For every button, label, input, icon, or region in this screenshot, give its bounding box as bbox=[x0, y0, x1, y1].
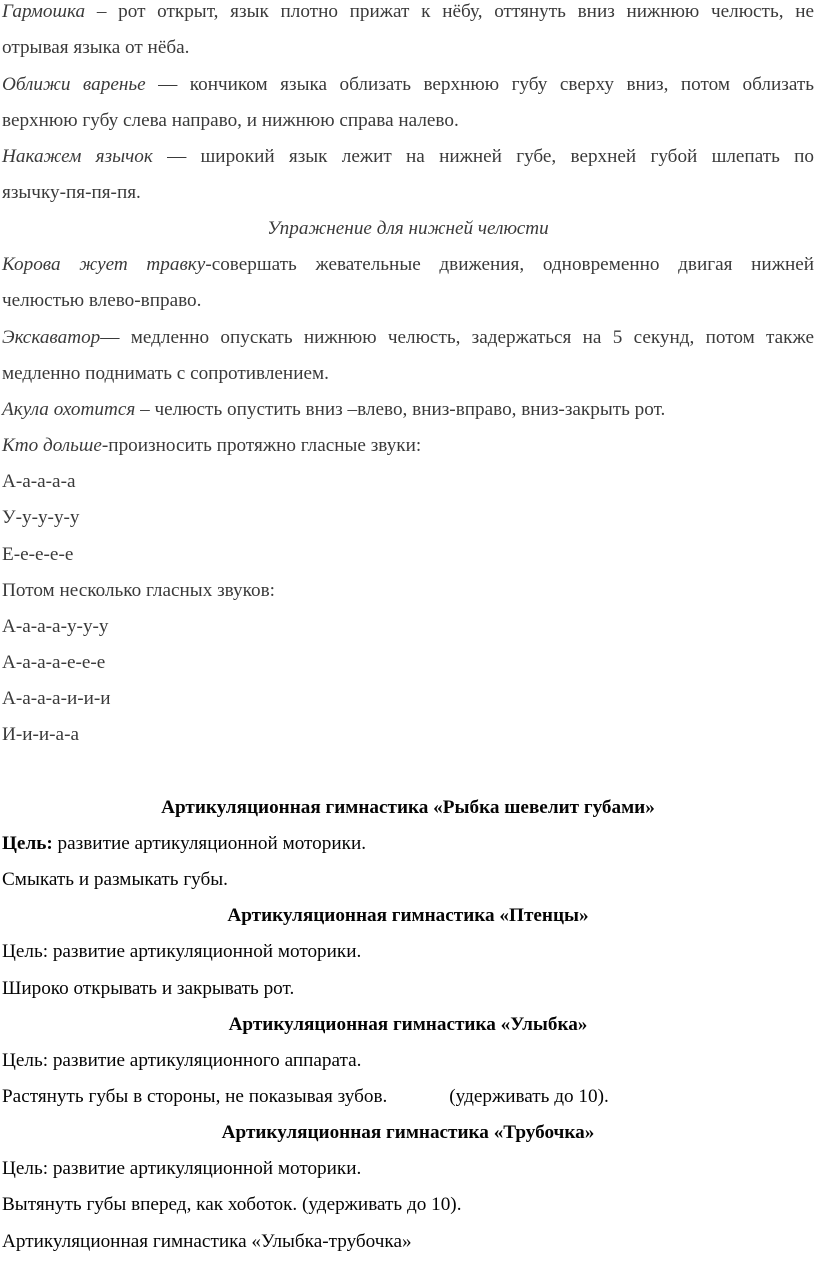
smile-instruction-text: Растянуть губы в стороны, не показывая зубов. bbox=[2, 1086, 388, 1107]
fish-heading bbox=[2, 796, 814, 820]
exercise-korova-line2: челюстью влево-вправо. bbox=[2, 290, 202, 311]
lower-jaw-heading bbox=[2, 217, 814, 241]
exercise-nakazhem-line1 bbox=[2, 145, 814, 169]
tube-heading bbox=[2, 1121, 814, 1145]
goal-label: Цель: bbox=[2, 833, 53, 854]
goal-text: развитие артикуляционной моторики. bbox=[52, 833, 367, 854]
vowel-line: И-и-и-а-а bbox=[2, 724, 79, 745]
smile-tube-heading: Артикуляционная гимнастика «Улыбка-трубочка» bbox=[2, 1231, 412, 1252]
vowel-line: Е-е-е-е-е bbox=[2, 544, 74, 565]
exercise-varenye-line1 bbox=[2, 73, 814, 97]
fish-goal bbox=[2, 832, 814, 856]
exercise-text: – челюсть опустить вниз –влево, вниз-вправо, вниз-закрыть рот. bbox=[135, 399, 666, 420]
exercise-text: — медленно опускать нижнюю челюсть, задержаться на 5 секунд, потом также bbox=[100, 327, 814, 348]
exercise-text: – рот открыт, язык плотно прижат к нёбу, оттянуть вниз нижнюю челюсть, не bbox=[85, 1, 814, 22]
chicks-goal: Цель: развитие артикуляционной моторики. bbox=[2, 941, 362, 962]
vowel-line: А-а-а-а-е-е-е bbox=[2, 652, 106, 673]
chicks-heading bbox=[2, 904, 814, 928]
exercise-text: — широкий язык лежит на нижней губе, верхней губой шлепать по bbox=[152, 146, 814, 167]
fish-heading-text: Артикуляционная гимнастика «Рыбка шевелит губами» bbox=[161, 797, 655, 818]
chicks-instruction: Широко открывать и закрывать рот. bbox=[2, 978, 295, 999]
exercise-title: Акула охотится bbox=[2, 399, 136, 420]
tube-heading-text: Артикуляционная гимнастика «Трубочка» bbox=[221, 1122, 595, 1143]
vowel-line: У-у-у-у-у bbox=[2, 507, 80, 528]
exercise-title: Оближи варенье bbox=[2, 74, 146, 95]
fish-instruction: Смыкать и размыкать губы. bbox=[2, 869, 228, 890]
exercise-title: Экскаватор bbox=[2, 327, 101, 348]
exercise-garmoshka-line1 bbox=[2, 0, 814, 24]
exercise-ekskavator-line1 bbox=[2, 326, 814, 350]
smile-heading-text: Артикуляционная гимнастика «Улыбка» bbox=[228, 1014, 588, 1035]
exercise-varenye-line2: верхнюю губу слева направо, и нижнюю справа налево. bbox=[2, 110, 459, 131]
smile-hold-text: (удерживать до 10). bbox=[449, 1086, 609, 1107]
exercise-akula bbox=[2, 398, 814, 422]
chicks-heading-text: Артикуляционная гимнастика «Птенцы» bbox=[227, 905, 589, 926]
vowel-line: А-а-а-а-а bbox=[2, 471, 76, 492]
exercise-title: Накажем язычок bbox=[2, 146, 153, 167]
exercise-title: Гармошка bbox=[2, 1, 86, 22]
smile-heading bbox=[2, 1013, 814, 1037]
exercise-text: — кончиком языка облизать верхнюю губу сверху вниз, потом облизать bbox=[145, 74, 814, 95]
vowel-line: А-а-а-а-и-и-и bbox=[2, 688, 111, 709]
exercise-text: -совершать жевательные движения, одновременно двигая нижней bbox=[205, 254, 815, 275]
smile-instruction bbox=[2, 1085, 814, 1109]
exercise-title: Корова жует травку bbox=[2, 254, 206, 275]
exercise-garmoshka-line2: отрывая языка от нёба. bbox=[2, 37, 190, 58]
smile-goal: Цель: развитие артикуляционного аппарата. bbox=[2, 1050, 362, 1071]
vowel-line: А-а-а-а-у-у-у bbox=[2, 616, 109, 637]
lower-jaw-heading-text: Упражнение для нижней челюсти bbox=[267, 218, 549, 239]
exercise-nakazhem-line2: язычку-пя-пя-пя. bbox=[2, 182, 141, 203]
tube-goal: Цель: развитие артикуляционной моторики. bbox=[2, 1158, 362, 1179]
exercise-title: Кто дольше bbox=[2, 435, 102, 456]
exercise-ekskavator-line2: медленно поднимать с сопротивлением. bbox=[2, 363, 329, 384]
tube-instruction: Вытянуть губы вперед, как хоботок. (удерживать до 10). bbox=[2, 1194, 462, 1215]
exercise-kto-dolshe bbox=[2, 434, 814, 458]
exercise-korova-line1 bbox=[2, 253, 814, 277]
several-vowels-intro: Потом несколько гласных звуков: bbox=[2, 580, 275, 601]
exercise-text: -произносить протяжно гласные звуки: bbox=[101, 435, 422, 456]
